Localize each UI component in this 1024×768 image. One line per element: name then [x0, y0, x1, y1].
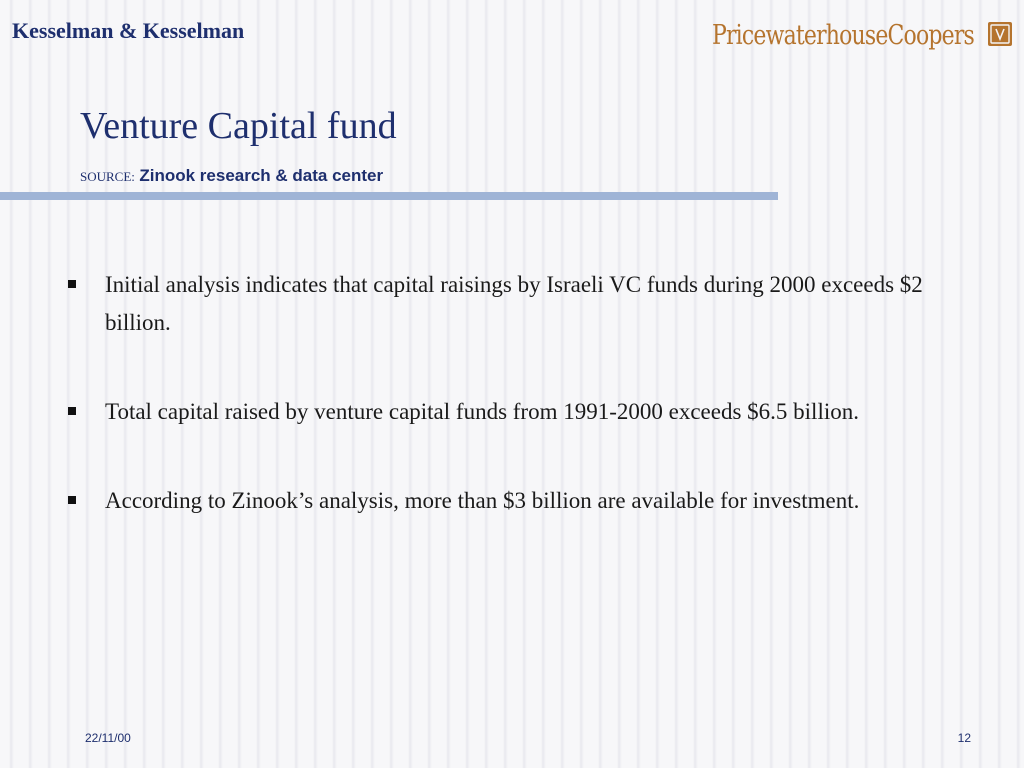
footer-date: 22/11/00 [85, 731, 131, 745]
square-bullet-icon [68, 407, 76, 415]
source-label: SOURCE: [80, 169, 135, 184]
bullet-item [68, 266, 968, 342]
bullet-item [68, 393, 968, 431]
bullet-item [68, 482, 968, 520]
title-divider [0, 192, 778, 200]
bullet-list [68, 266, 968, 571]
source-text: Zinook research & data center [139, 166, 384, 185]
company-name: Kesselman & Kesselman [12, 18, 245, 43]
bullet-text: Initial analysis indicates that capital raisings by Israeli VC funds during 2000 exceeds $2 billion. [105, 272, 923, 335]
pwc-logo [712, 12, 1017, 54]
square-bullet-icon [68, 496, 76, 504]
source-line [80, 166, 383, 186]
slide-title: Venture Capital fund [80, 105, 397, 147]
square-bullet-icon [68, 280, 76, 288]
pwc-emblem-icon [988, 22, 1012, 46]
page-number: 12 [957, 731, 971, 745]
bullet-text: According to Zinook’s analysis, more than $3 billion are available for investment. [105, 488, 860, 513]
bullet-text: Total capital raised by venture capital funds from 1991-2000 exceeds $6.5 billion. [105, 399, 859, 424]
pwc-logo-text: PricewaterhouseCoopers [712, 20, 975, 51]
